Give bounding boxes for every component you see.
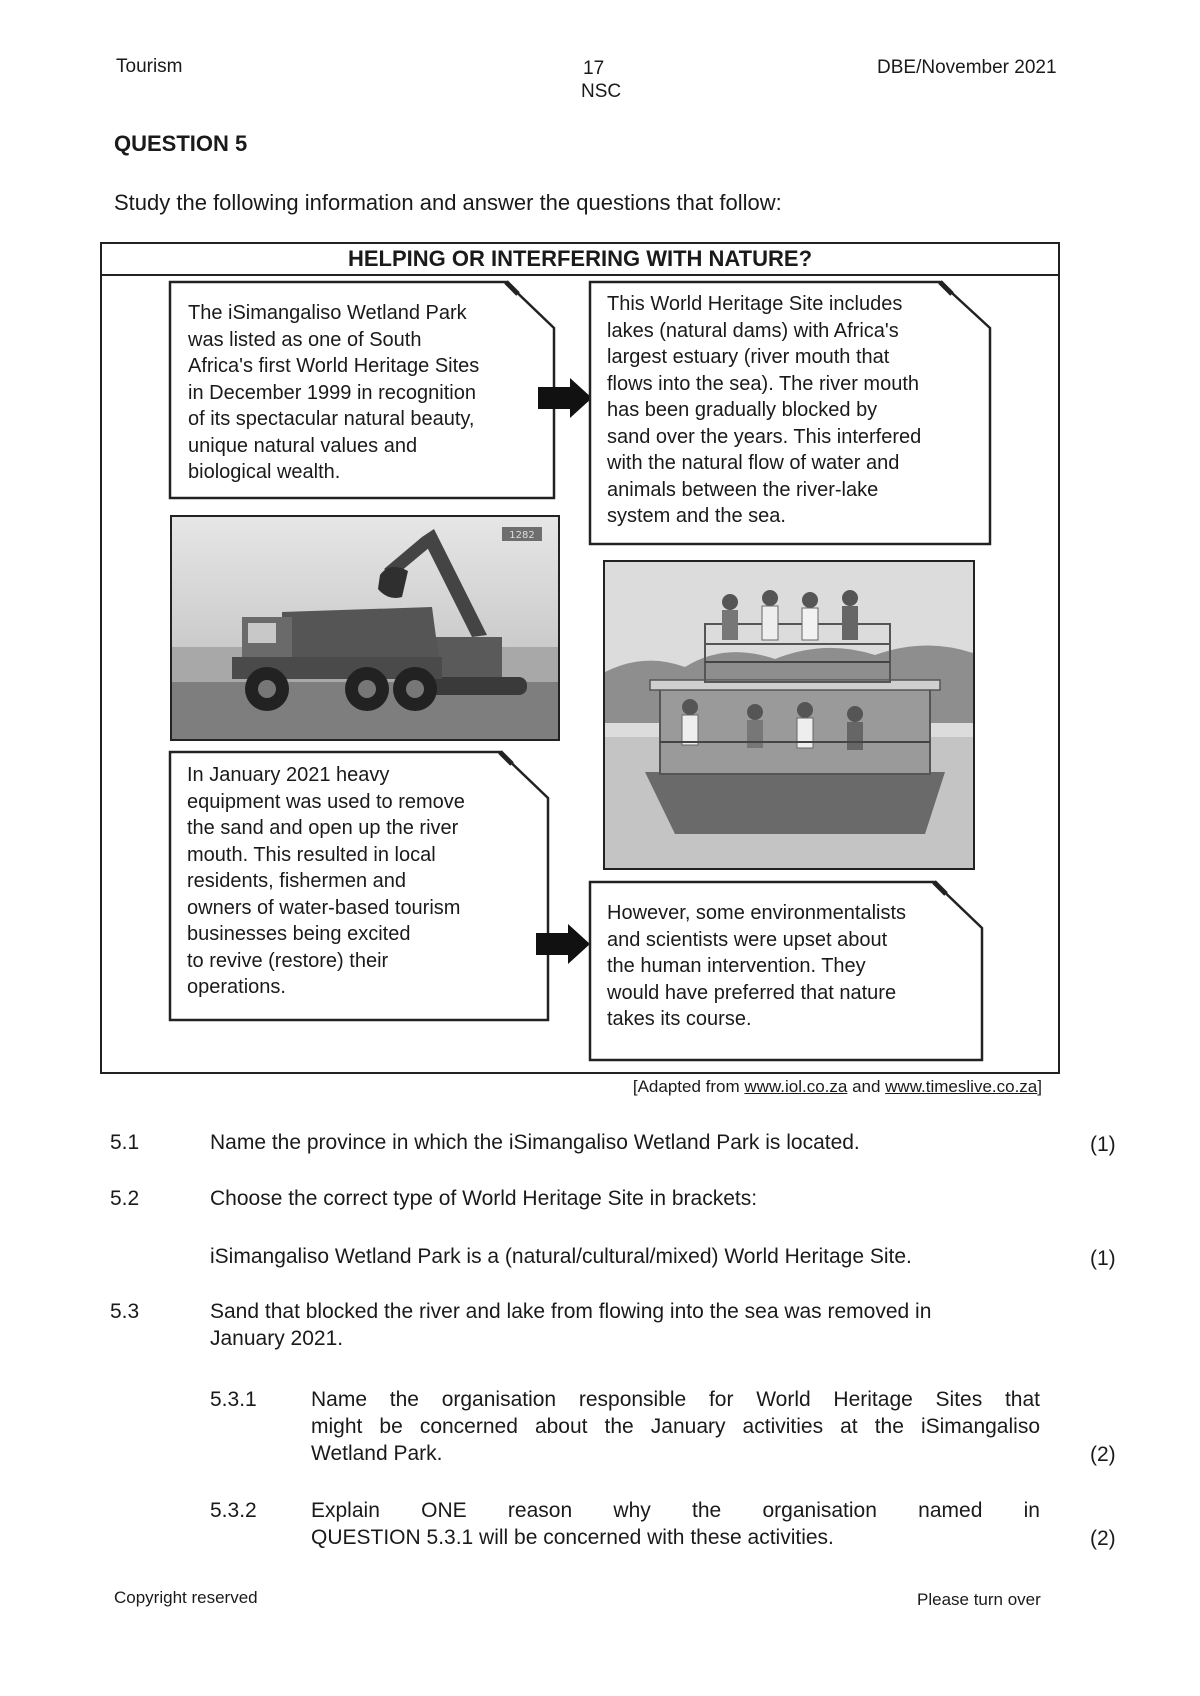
note-line: In January 2021 heavy: [187, 764, 390, 786]
question-marks: (1): [1090, 1133, 1116, 1156]
photo-excavator-truck: [170, 515, 560, 741]
question-number: 5.3.1: [210, 1388, 257, 1411]
right-arrow-icon: [538, 378, 592, 418]
source-prefix: [Adapted from: [632, 1077, 745, 1096]
note-line: would have preferred that nature: [607, 981, 897, 1004]
question-number: 5.3: [110, 1300, 140, 1323]
note-line: equipment was used to remove: [187, 790, 465, 813]
question-intro: Study the following information and answer the questions that follow:: [114, 190, 782, 215]
note-box-2: [590, 282, 990, 544]
question-number: 5.1: [110, 1131, 140, 1154]
note-line: mouth. This resulted in local: [187, 843, 436, 866]
right-arrow-icon: [536, 924, 590, 964]
source-link-timeslive[interactable]: www.timeslive.co.za: [885, 1077, 1038, 1096]
note-line: unique natural values and: [188, 434, 418, 457]
question-text: [311, 1386, 1040, 1467]
note-line: sand over the years. This interfered: [607, 425, 922, 448]
question-text: [311, 1497, 1040, 1551]
note-line: businesses being excited: [187, 923, 411, 945]
note-line: the human intervention. They: [607, 955, 866, 977]
note-line: takes its course.: [607, 1008, 752, 1030]
footer-copyright: Copyright reserved: [114, 1588, 258, 1607]
note-line: of its spectacular natural beauty,: [188, 408, 475, 430]
question-text: Choose the correct type of World Heritage Site in brackets:: [210, 1187, 758, 1210]
question-line: Wetland Park.: [311, 1442, 443, 1465]
question-marks: (2): [1090, 1527, 1116, 1550]
note-line: was listed as one of South: [188, 328, 422, 351]
question-text: Name the province in which the iSimangaliso Wetland Park is located.: [210, 1131, 860, 1154]
note-box-3: [170, 752, 548, 1020]
question-line: Explain ONE reason why the organisation named in: [311, 1499, 1040, 1522]
note-line: with the natural flow of water and: [607, 452, 900, 474]
note-line: lakes (natural dams) with Africa's: [607, 319, 899, 342]
note-line: Africa's first World Heritage Sites: [188, 355, 480, 377]
question-marks: (2): [1090, 1443, 1116, 1466]
note-line: owners of water-based tourism: [187, 896, 461, 919]
header-paper-code: NSC: [581, 81, 622, 102]
note-line: the sand and open up the river: [187, 817, 459, 839]
source-citation: [633, 1077, 1042, 1097]
houseboat-illustration: [605, 562, 973, 868]
question-marks: (1): [1090, 1247, 1116, 1270]
question-sub-text: iSimangaliso Wetland Park is a (natural/cultural/mixed) World Heritage Site.: [210, 1245, 912, 1268]
question-line: might be concerned about the January activities at the iSimangaliso: [311, 1415, 1040, 1438]
note-line: This World Heritage Site includes: [607, 293, 903, 315]
source-link-iol[interactable]: www.iol.co.za: [744, 1077, 848, 1096]
note-line: to revive (restore) their: [187, 949, 389, 972]
note-line: flows into the sea). The river mouth: [607, 372, 919, 395]
note-box-1: [170, 282, 554, 498]
note-box-4: [590, 882, 982, 1060]
question-title: QUESTION 5: [114, 131, 248, 156]
header-page-number: 17: [583, 58, 605, 79]
note-line: and scientists were upset about: [607, 928, 888, 951]
note-line: largest estuary (river mouth that: [607, 346, 890, 368]
excavator-truck-illustration: [172, 517, 558, 739]
question-line: Sand that blocked the river and lake from flowing into the sea was removed in: [210, 1300, 932, 1323]
header-subject: Tourism: [116, 56, 183, 77]
question-text: [210, 1298, 1040, 1352]
note-line: operations.: [187, 976, 286, 998]
note-line: biological wealth.: [188, 461, 341, 483]
photo-label: 1282: [509, 530, 535, 541]
note-line: has been gradually blocked by: [607, 399, 878, 421]
note-line: animals between the river-lake: [607, 478, 879, 501]
source-middle: and: [847, 1077, 886, 1096]
question-line: QUESTION 5.3.1 will be concerned with these activities.: [311, 1526, 834, 1549]
footer-turn-over: Please turn over: [917, 1590, 1041, 1609]
note-line: However, some environmentalists: [607, 902, 907, 924]
question-number: 5.2: [110, 1187, 140, 1210]
note-line: in December 1999 in recognition: [188, 381, 476, 404]
question-line: Name the organisation responsible for World Heritage Sites that: [311, 1388, 1040, 1411]
case-study-title: HELPING OR INTERFERING WITH NATURE?: [102, 244, 1058, 276]
question-number: 5.3.2: [210, 1499, 257, 1522]
note-line: system and the sea.: [607, 505, 786, 527]
source-suffix: ]: [1037, 1077, 1042, 1096]
note-line: residents, fishermen and: [187, 870, 407, 892]
question-line: January 2021.: [210, 1327, 344, 1350]
header-exam: DBE/November 2021: [877, 57, 1057, 78]
note-line: The iSimangaliso Wetland Park: [188, 302, 467, 324]
photo-houseboat: [603, 560, 975, 870]
